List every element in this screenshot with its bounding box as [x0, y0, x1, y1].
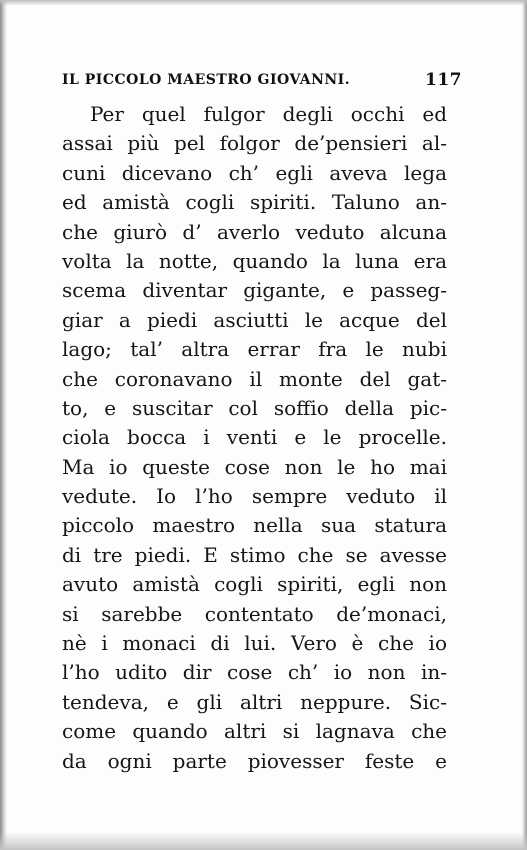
page-edge-top — [0, 0, 527, 6]
text-line: tendeva, e gli altri neppure. Sic- — [62, 689, 447, 714]
text-line: scema diventar gigante, e passeg- — [62, 278, 447, 303]
running-title: IL PICCOLO MAESTRO GIOVANNI. — [62, 72, 351, 88]
page-header — [62, 72, 462, 92]
text-line: cuni dicevano ch’ egli aveva lega — [62, 160, 447, 185]
text-line: to, e suscitar col soffio della pic- — [62, 395, 447, 420]
text-line: l’ho udito dir cose ch’ io non in- — [62, 660, 447, 685]
text-line: come quando altri si lagnava che — [62, 719, 447, 744]
text-line: avuto amistà cogli spiriti, egli non — [62, 572, 447, 597]
text-line: giar a piedi asciutti le acque del — [62, 307, 447, 332]
text-line: Ma io queste cose non le ho mai — [62, 454, 447, 479]
page-edge-right — [522, 0, 527, 850]
text-line: che coronavano il monte del gat- — [62, 366, 447, 391]
text-line: ciola bocca i venti e le procelle. — [62, 425, 447, 450]
text-line: si sarebbe contentato de’monaci, — [62, 601, 447, 626]
text-line: assai più pel folgor de’pensieri al- — [62, 131, 447, 156]
text-line: nè i monaci di lui. Vero è che io — [62, 631, 447, 656]
text-line: da ogni parte piovesser feste e — [62, 748, 447, 773]
text-line: ed amistà cogli spiriti. Taluno an- — [62, 190, 447, 215]
text-line: Per quel fulgor degli occhi ed — [90, 102, 447, 126]
text-line: vedute. Io l’ho sempre veduto il — [62, 484, 447, 509]
page-edge-left — [0, 0, 7, 850]
text-line: lago; tal’ altra errar fra le nubi — [62, 337, 447, 362]
body-text — [62, 100, 447, 776]
page-edge-bottom — [0, 832, 527, 850]
text-line: piccolo maestro nella sua statura — [62, 513, 447, 538]
text-line: che giurò d’ averlo veduto alcuna — [62, 219, 447, 244]
text-line: di tre piedi. E stimo che se avesse — [62, 542, 447, 567]
page-number: 117 — [425, 70, 462, 90]
text-line: volta la notte, quando la luna era — [62, 248, 447, 273]
